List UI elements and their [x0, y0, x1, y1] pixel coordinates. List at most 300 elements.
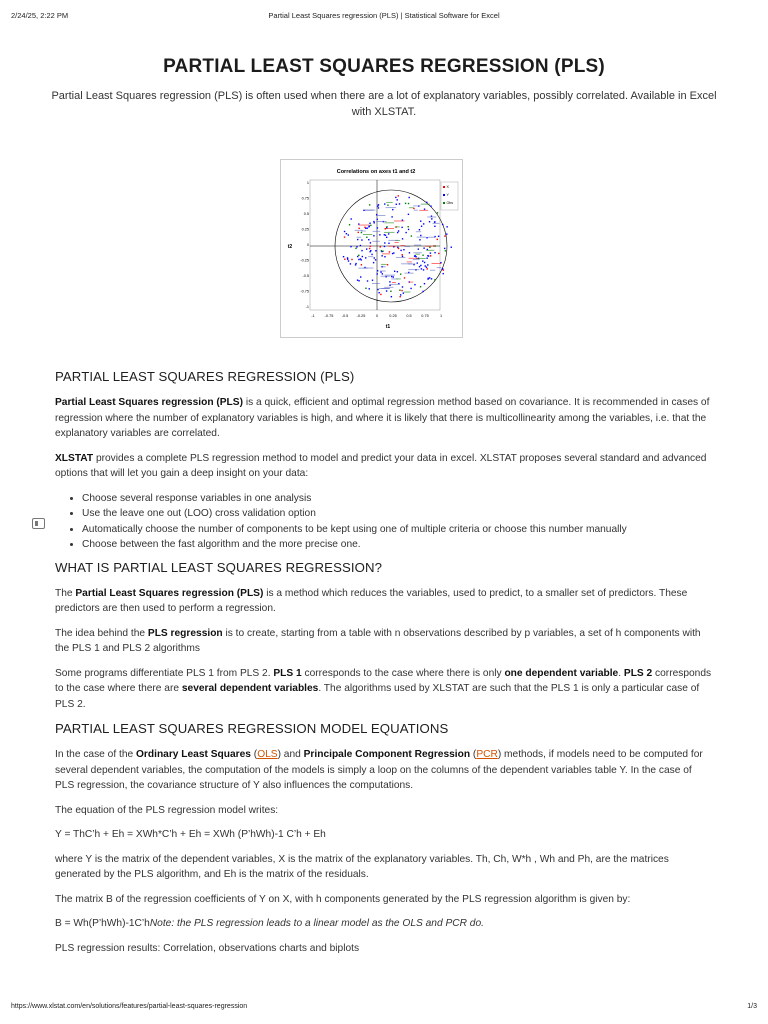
chart-label-mark — [414, 245, 421, 246]
list-item: • Automatically choose the number of components to be kept using one of multiple criteria or choose this number manually — [82, 522, 712, 538]
y-tick-label: 0 — [306, 243, 309, 247]
chart-label-mark — [381, 266, 386, 267]
chart-point — [381, 255, 382, 256]
x-tick-label: 0.5 — [406, 314, 412, 318]
chart-point — [437, 239, 438, 240]
chart-point — [348, 260, 349, 261]
chart-point — [435, 245, 436, 246]
y-tick-label: 1 — [306, 181, 309, 185]
article-content — [55, 369, 712, 965]
chart-label-mark — [385, 275, 395, 276]
chart-label-mark — [373, 231, 381, 232]
chart-point — [397, 232, 398, 233]
chart-point — [373, 262, 374, 263]
chart-point — [384, 246, 385, 247]
chart-point — [411, 235, 412, 236]
chart-point — [445, 250, 446, 251]
chart-point — [364, 227, 365, 228]
chart-point — [378, 207, 379, 208]
chart-point — [378, 204, 379, 205]
chart-point — [433, 245, 434, 246]
chart-label-mark — [355, 230, 363, 231]
chart-point — [377, 289, 378, 290]
chart-point — [423, 269, 424, 270]
chart-point — [442, 268, 443, 269]
chart-label-mark — [365, 210, 374, 211]
chart-point — [347, 257, 348, 258]
chart-point — [388, 233, 389, 234]
chart-point — [420, 220, 421, 221]
chart-point — [398, 195, 399, 196]
chart-point — [350, 218, 351, 219]
chart-point — [401, 290, 402, 291]
chart-point — [417, 262, 418, 263]
chart-point — [446, 233, 447, 234]
chart-label-mark — [385, 228, 395, 229]
chart-point — [358, 223, 359, 224]
chart-point — [395, 197, 396, 198]
chart-point — [369, 251, 370, 252]
chart-point — [437, 212, 438, 213]
chart-label-mark — [437, 267, 441, 268]
chart-point — [369, 204, 370, 205]
y-tick-label: -0.5 — [302, 274, 309, 278]
chart-point — [434, 221, 435, 222]
chart-label-mark — [359, 225, 370, 226]
chart-label-mark — [381, 276, 390, 277]
legend-swatch — [443, 194, 445, 196]
chart-point — [438, 236, 439, 237]
chart-point — [408, 229, 409, 230]
chart-point — [421, 226, 422, 227]
chart-point — [378, 292, 379, 293]
chart-point — [420, 235, 421, 236]
chart-point — [403, 249, 404, 250]
chart-point — [399, 203, 400, 204]
chart-point — [442, 224, 443, 225]
chart-point — [389, 285, 390, 286]
chart-point — [361, 232, 362, 233]
chart-point — [366, 237, 367, 238]
chart-point — [419, 239, 420, 240]
chart-point — [438, 253, 439, 254]
print-datetime: 2/24/25, 2:22 PM — [11, 11, 69, 20]
chart-point — [422, 260, 423, 261]
chart-point — [423, 247, 424, 248]
chart-point — [408, 214, 409, 215]
legend-swatch — [443, 186, 445, 188]
y-tick-label: -0.25 — [300, 258, 309, 263]
chart-label-mark — [419, 210, 428, 211]
chart-point — [346, 233, 347, 234]
chart-point — [386, 237, 387, 238]
chart-point — [431, 218, 432, 219]
chart-point — [389, 251, 390, 252]
chart-label-mark — [384, 287, 393, 288]
section-heading-what-is: WHAT IS PARTIAL LEAST SQUARES REGRESSION? — [55, 559, 383, 575]
paragraph-ols-pcr: In the case of the Ordinary Least Squares (OLS) and Principale Component Regression (PCR) methods, if models need to be computed for several dependent variables, the computation of the models is simply a loop on the columns of the dependent variables table Y. In the case of PLS regression, the covariance structure of Y also influences the computations. — [55, 749, 703, 791]
legend-label: Obs — [446, 201, 454, 205]
chart-label-mark — [388, 240, 398, 241]
chart-point — [401, 227, 402, 228]
chart-point — [358, 259, 359, 260]
chart-point — [349, 224, 350, 225]
chart-point — [380, 271, 381, 272]
chart-point — [444, 248, 445, 249]
chart-point — [384, 242, 385, 243]
chart-point — [370, 246, 371, 247]
chart-point — [343, 256, 344, 257]
paragraph-equation-intro: The equation of the PLS regression model writes: — [55, 804, 279, 816]
chart-point — [370, 225, 371, 226]
chart-label-mark — [379, 288, 390, 289]
chart-label-mark — [404, 292, 410, 293]
page-title: PARTIAL LEAST SQUARES REGRESSION (PLS) — [163, 56, 605, 77]
chart-point — [407, 226, 408, 227]
chart-point — [424, 208, 425, 209]
chart-label-mark — [430, 270, 435, 271]
chart-point — [402, 256, 403, 257]
x-tick-label: -0.25 — [356, 314, 366, 318]
chart-point — [362, 256, 363, 257]
chart-point — [419, 229, 420, 230]
chart-point — [377, 273, 378, 274]
chart-point — [388, 243, 389, 244]
chart-label-mark — [376, 215, 385, 216]
chart-point — [429, 247, 430, 248]
chart-point — [392, 209, 393, 210]
chart-point — [391, 216, 392, 217]
chart-point — [400, 250, 401, 251]
chart-point — [429, 221, 430, 222]
chart-point — [355, 248, 356, 249]
chart-point — [380, 294, 381, 295]
chart-point — [344, 231, 345, 232]
section-heading-pls: PARTIAL LEAST SQUARES REGRESSION (PLS) — [55, 369, 355, 384]
chart-point — [451, 247, 452, 248]
chart-point — [393, 276, 394, 277]
legend-label: X — [446, 185, 449, 189]
chart-point — [423, 223, 424, 224]
chart-label-mark — [413, 259, 420, 260]
chart-point — [414, 255, 415, 256]
chart-point — [361, 239, 362, 240]
chart-label-mark — [401, 245, 406, 246]
chart-point — [434, 252, 435, 253]
chart-point — [426, 202, 427, 203]
chart-point — [367, 280, 368, 281]
chart-point — [374, 257, 375, 258]
chart-point — [377, 219, 378, 220]
chart-point — [368, 239, 369, 240]
chart-point — [409, 252, 410, 253]
pcr-link[interactable]: PCR — [476, 749, 498, 760]
chart-point — [361, 259, 362, 260]
chart-point — [394, 271, 395, 272]
chart-label-mark — [386, 202, 392, 203]
chart-point — [431, 278, 432, 279]
chart-point — [347, 259, 348, 260]
chart-label-mark — [396, 257, 406, 258]
chart-point — [428, 278, 429, 279]
chart-point — [427, 268, 428, 269]
chart-point — [405, 203, 406, 204]
chart-point — [361, 250, 362, 251]
paragraph-equation: Y = ThC’h + Eh = XWh*C’h + Eh = XWh (P’hWh)-1 C’h + Eh — [55, 829, 326, 840]
chart-point — [418, 248, 419, 249]
chart-point — [382, 273, 383, 274]
chart-point — [396, 199, 397, 200]
chart-title: Correlations on axes t1 and t2 — [336, 169, 416, 175]
legend-swatch — [443, 202, 445, 204]
paragraph-what-is: The Partial Least Squares regression (PLS) is a method which reduces the variables, used to predict, to a smaller set of predictors. These predictors are then used to perform a regression. — [55, 587, 688, 614]
chart-point — [443, 273, 444, 274]
chart-point — [414, 284, 415, 285]
chart-label-mark — [408, 263, 416, 264]
chart-point — [446, 226, 447, 227]
x-tick-label: 0.75 — [421, 314, 429, 318]
ols-link[interactable]: OLS — [257, 749, 278, 760]
chart-label-mark — [409, 258, 419, 259]
chart-label-mark — [376, 221, 386, 222]
chart-point — [355, 263, 356, 264]
x-tick-label: -0.5 — [341, 314, 349, 318]
chart-label-mark — [417, 237, 426, 238]
chart-point — [356, 246, 357, 247]
y-tick-label: -0.75 — [300, 289, 309, 294]
sidebar-toggle-icon[interactable] — [32, 518, 45, 529]
y-tick-label: 0.75 — [301, 196, 309, 201]
chart-label-mark — [372, 283, 380, 284]
chart-label-mark — [413, 252, 421, 253]
chart-point — [402, 286, 403, 287]
chart-label-mark — [413, 205, 420, 206]
chart-point — [373, 221, 374, 222]
chart-label-mark — [372, 241, 379, 242]
chart-point — [393, 252, 394, 253]
chart-point — [348, 234, 349, 235]
list-item: • Choose between the fast algorithm and the more precise one. — [82, 537, 712, 553]
chart-point — [384, 234, 385, 235]
chart-point — [365, 288, 366, 289]
correlation-chart-image — [280, 159, 463, 338]
chart-label-mark — [391, 279, 397, 280]
chart-label-mark — [384, 222, 394, 223]
chart-label-mark — [415, 254, 420, 255]
chart-point — [369, 288, 370, 289]
chart-label-mark — [408, 282, 413, 283]
chart-point — [427, 264, 428, 265]
paragraph-b-equation: B = Wh(P’hWh)-1C’hNote: the PLS regression leads to a linear model as the OLS and PCR do. — [55, 918, 484, 929]
list-item: • Use the leave one out (LOO) cross validation option — [82, 506, 712, 522]
chart-point — [375, 250, 376, 251]
chart-point — [420, 286, 421, 287]
chart-point — [426, 237, 427, 238]
chart-point — [399, 290, 400, 291]
chart-point — [373, 235, 374, 236]
paragraph-idea: The idea behind the PLS regression is to create, starting from a table with n observations described by p variables, a set of h components with the PLS 1 and PLS 2 algorithms — [55, 627, 701, 654]
chart-point — [344, 236, 345, 237]
chart-point — [410, 288, 411, 289]
chart-point — [443, 269, 444, 270]
chart-point — [386, 226, 387, 227]
chart-point — [390, 291, 391, 292]
chart-point — [377, 205, 378, 206]
chart-label-mark — [381, 264, 387, 265]
x-tick-label: 1 — [439, 314, 443, 318]
section-heading-equations: PARTIAL LEAST SQUARES REGRESSION MODEL EQUATIONS — [55, 721, 449, 736]
chart-point — [403, 292, 404, 293]
chart-point — [358, 280, 359, 281]
chart-label-mark — [433, 223, 440, 224]
paragraph-pls-intro: Partial Least Squares regression (PLS) is a quick, efficient and optimal regression method based on covariance. It is recommended in cases of regression where the number of explanatory variables is high, and where it is likely that there is multicollinearity among the variables, i.e. that the explanatory variables are correlated. — [55, 397, 710, 439]
paragraph-results: PLS regression results: Correlation, observations charts and biplots — [55, 942, 360, 954]
chart-point — [360, 276, 361, 277]
chart-label-mark — [428, 237, 436, 238]
chart-point — [426, 257, 427, 258]
chart-point — [421, 268, 422, 269]
chart-label-mark — [421, 204, 430, 205]
chart-point — [360, 245, 361, 246]
chart-point — [361, 264, 362, 265]
chart-point — [401, 254, 402, 255]
chart-point — [357, 239, 358, 240]
chart-label-mark — [358, 268, 367, 269]
chart-point — [350, 246, 351, 247]
chart-point — [444, 235, 445, 236]
chart-point — [377, 270, 378, 271]
chart-point — [397, 271, 398, 272]
y-tick-label: 0.25 — [301, 227, 309, 232]
y-tick-label: 0.5 — [303, 212, 309, 216]
chart-point — [391, 296, 392, 297]
chart-label-mark — [394, 221, 405, 222]
chart-point — [408, 197, 409, 198]
list-item: • Choose several response variables in one analysis — [82, 491, 712, 507]
x-tick-label: 0 — [375, 314, 379, 318]
chart-label-mark — [408, 269, 419, 270]
chart-point — [402, 238, 403, 239]
chart-point — [384, 256, 385, 257]
chart-point — [404, 277, 405, 278]
chart-label-mark — [392, 282, 396, 283]
chart-point — [358, 255, 359, 256]
chart-label-mark — [431, 263, 441, 264]
chart-point — [419, 266, 420, 267]
chart-label-mark — [388, 246, 396, 247]
chart-label-mark — [405, 273, 414, 274]
chart-point — [396, 204, 397, 205]
paragraph-pls1-pls2: Some programs differentiate PLS 1 from PLS 2. PLS 1 corresponds to the case where there is only one dependent variable. PLS 2 corresponds to the case where there are several dependent variables. The algorithms used by XLSTAT are such that the PLS 1 is only a particular case of PLS 2. — [55, 667, 712, 710]
chart-point — [369, 223, 370, 224]
chart-point — [387, 205, 388, 206]
chart-label-mark — [380, 271, 386, 272]
chart-point — [422, 291, 423, 292]
chart-point — [357, 279, 358, 280]
chart-point — [358, 232, 359, 233]
chart-label-mark — [390, 284, 400, 285]
chart-label-mark — [394, 242, 398, 243]
legend-label: Y — [446, 193, 449, 197]
chart-point — [387, 264, 388, 265]
chart-point — [430, 255, 431, 256]
chart-label-mark — [386, 207, 397, 208]
x-tick-label: 0.25 — [389, 314, 397, 318]
paragraph-where: where Y is the matrix of the dependent variables, X is the matrix of the explanatory variables. Th, Ch, W*h , Wh and Ph, are the matrices generated by the PLS algorithm, and Eh is the matrix of the residuals. — [55, 853, 669, 880]
chart-point — [355, 264, 356, 265]
chart-point — [372, 280, 373, 281]
chart-label-mark — [382, 253, 390, 254]
chart-label-mark — [368, 256, 373, 257]
print-url: https://www.xlstat.com/en/solutions/features/partial-least-squares-regression — [11, 1003, 248, 1010]
paragraph-matrix-b: The matrix B of the regression coefficients of Y on X, with h components generated by the PLS regression algorithm is given by: — [55, 893, 631, 905]
chart-label-mark — [425, 246, 431, 247]
chart-label-mark — [384, 232, 394, 233]
chart-point — [350, 263, 351, 264]
chart-point — [424, 262, 425, 263]
chart-point — [422, 255, 423, 256]
x-tick-label: -0.75 — [324, 314, 334, 318]
chart-point — [368, 226, 369, 227]
chart-point — [384, 203, 385, 204]
chart-point — [430, 252, 431, 253]
chart-point — [370, 242, 371, 243]
chart-label-mark — [414, 210, 418, 211]
chart-xlabel: t1 — [385, 324, 391, 330]
chart-label-mark — [427, 217, 436, 218]
chart-point — [357, 256, 358, 257]
chart-point — [399, 296, 400, 297]
chart-point — [392, 253, 393, 254]
chart-label-mark — [409, 207, 414, 208]
chart-point — [398, 230, 399, 231]
chart-point — [408, 203, 409, 204]
chart-point — [429, 277, 430, 278]
chart-point — [381, 251, 382, 252]
chart-point — [391, 276, 392, 277]
chart-point — [434, 279, 435, 280]
chart-label-mark — [426, 250, 434, 251]
print-page-number: 1/3 — [747, 1003, 757, 1010]
chart-point — [386, 290, 387, 291]
chart-point — [434, 226, 435, 227]
chart-point — [420, 265, 421, 266]
chart-point — [400, 294, 401, 295]
chart-point — [358, 228, 359, 229]
chart-label-mark — [407, 261, 412, 262]
chart-point — [374, 222, 375, 223]
chart-point — [377, 227, 378, 228]
paragraph-xlstat: XLSTAT provides a complete PLS regression method to model and predict your data in excel. XLSTAT proposes several standard and advanced options that will let you gain a deep insight on your data: — [55, 452, 707, 479]
chart-point — [380, 246, 381, 247]
chart-label-mark — [357, 237, 362, 238]
chart-point — [424, 283, 425, 284]
chart-point — [369, 248, 370, 249]
chart-point — [344, 259, 345, 260]
chart-label-mark — [395, 226, 400, 227]
print-page-title: Partial Least Squares regression (PLS) | Statistical Software for Excel — [268, 11, 500, 20]
chart-point — [427, 255, 428, 256]
chart-point — [367, 227, 368, 228]
x-tick-label: -1 — [311, 314, 315, 318]
y-tick-label: -1 — [305, 305, 309, 309]
chart-point — [389, 281, 390, 282]
page-subtitle: Partial Least Squares regression (PLS) is often used when there are a lot of explanatory variables, possibly correlated. Available in Excel with XLSTAT. — [51, 90, 717, 118]
chart-point — [366, 248, 367, 249]
chart-point — [363, 210, 364, 211]
chart-label-mark — [416, 231, 421, 232]
chart-point — [379, 234, 380, 235]
